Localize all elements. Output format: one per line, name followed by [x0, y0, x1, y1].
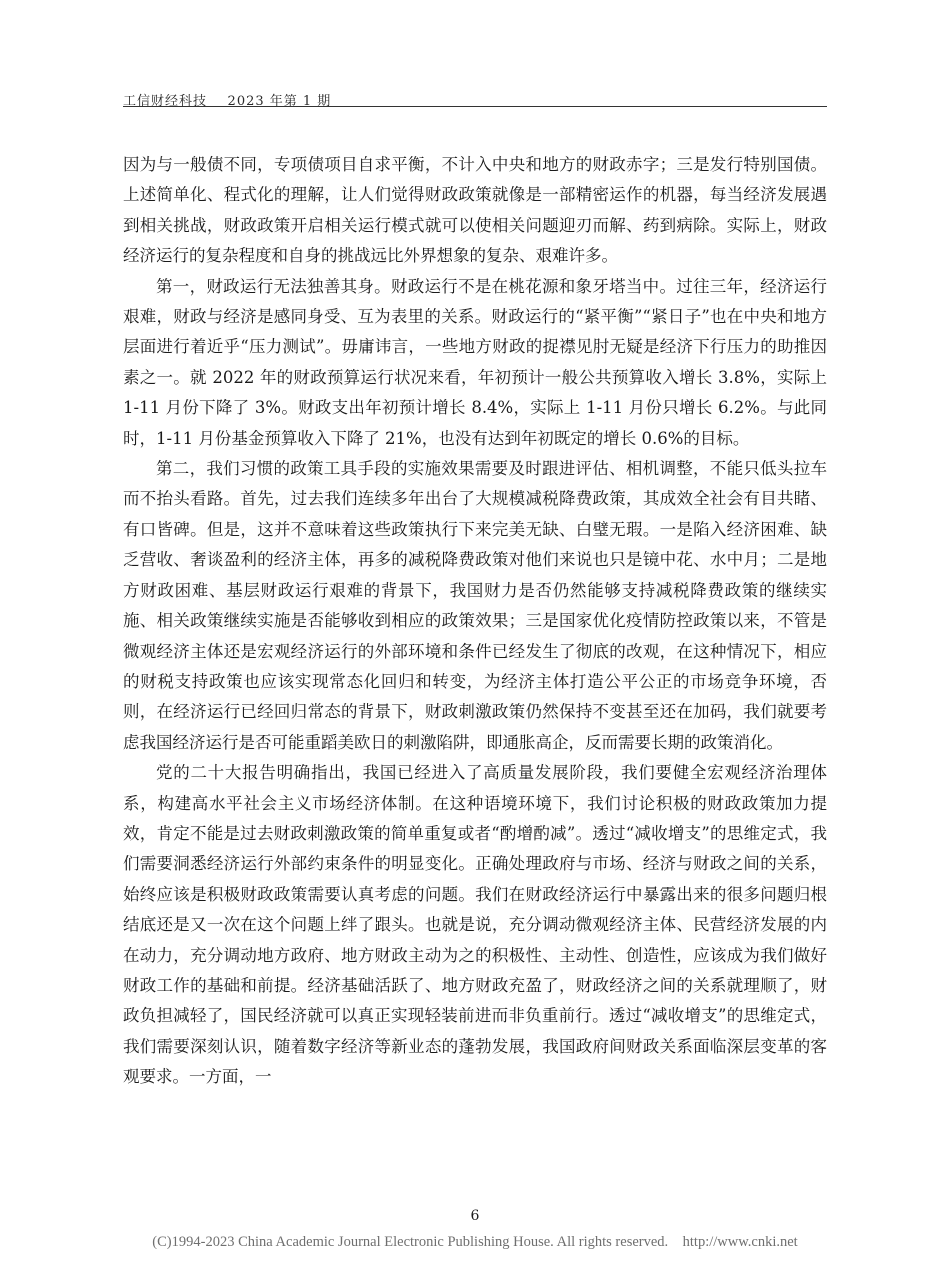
paragraph-twentieth-congress: 党的二十大报告明确指出，我国已经进入了高质量发展阶段，我们要健全宏观经济治理体系，构建高水平社会主义市场经济体制。在这种语境环境下，我们讨论积极的财政政策加力提效，肯定不能是过去财政刺激政策的简单重复或者“酌增酌减”。透过“减收增支”的思维定式，我们需要洞悉经济运行外部约束条件的明显变化。正确处理政府与市场、经济与财政之间的关系，始终应该是积极财政政策需要认真考虑的问题。我们在财政经济运行中暴露出来的很多问题归根结底还是又一次在这个问题上绊了跟头。也就是说，充分调动微观经济主体、民营经济发展的内在动力，充分调动地方政府、地方财政主动为之的积极性、主动性、创造性，应该成为我们做好财政工作的基础和前提。经济基础活跃了、地方财政充盈了，财政经济之间的关系就理顺了，财政负担减轻了，国民经济就可以真正实现轻装前进而非负重前行。透过“减收增支”的思维定式，我们需要深刻认识，随着数字经济等新业态的蓬勃发展，我国政府间财政关系面临深层变革的客观要求。一方面，一: [123, 763, 827, 1087]
paragraph-first-point: 第一，财政运行无法独善其身。财政运行不是在桃花源和象牙塔当中。过往三年，经济运行艰难，财政与经济是感同身受、互为表里的关系。财政运行的“紧平衡”“紧日子”也在中央和地方层面进行着近乎“压力测试”。毋庸讳言，一些地方财政的捉襟见肘无疑是经济下行压力的助推因素之一。就 2022 年的财政预算运行状况来看，年初预计一般公共预算收入增长 3.8%，实际上 1-11 月份下降了 3%。财政支出年初预计增长 8.4%，实际上 1-11 月份只增长 6.2%。与此同时，1-11 月份基金预算收入下降了 21%，也没有达到年初既定的增长 0.6%的目标。: [123, 276, 827, 448]
article-body: [123, 150, 827, 1093]
copyright-footer: (C)1994-2023 China Academic Journal Electronic Publishing House. All rights reserved. http://www.cnki.net: [152, 1234, 798, 1250]
page-number: 6: [470, 1208, 480, 1224]
header-divider: [123, 106, 827, 107]
paragraph-continuation: 因为与一般债不同，专项债项目自求平衡，不计入中央和地方的财政赤字；三是发行特别国债。上述简单化、程式化的理解，让人们觉得财政政策就像是一部精密运作的机器，每当经济发展遇到相关挑战，财政政策开启相关运行模式就可以使相关问题迎刃而解、药到病除。实际上，财政经济运行的复杂程度和自身的挑战远比外界想象的复杂、艰难许多。: [123, 155, 827, 266]
issue-label: 2023 年第 1 期: [227, 94, 332, 109]
paragraph-second-point: 第二，我们习惯的政策工具手段的实施效果需要及时跟进评估、相机调整，不能只低头拉车而不抬头看路。首先，过去我们连续多年出台了大规模减税降费政策，其成效全社会有目共睹、有口皆碑。但是，这并不意味着这些政策执行下来完美无缺、白璧无瑕。一是陷入经济困难、缺乏营收、奢谈盈利的经济主体，再多的减税降费政策对他们来说也只是镜中花、水中月；二是地方财政困难、基层财政运行艰难的背景下，我国财力是否仍然能够支持减税降费政策的继续实施、相关政策继续实施是否能够收到相应的政策效果；三是国家优化疫情防控政策以来，不管是微观经济主体还是宏观经济运行的外部环境和条件已经发生了彻底的改观，在这种情况下，相应的财税支持政策也应该实现常态化回归和转变，为经济主体打造公平公正的市场竞争环境，否则，在经济运行已经回归常态的背景下，财政刺激政策仍然保持不变甚至还在加码，我们就要考虑我国经济运行是否可能重蹈美欧日的刺激陷阱，即通胀高企，反而需要长期的政策消化。: [123, 459, 827, 752]
journal-name: 工信财经科技: [123, 94, 208, 109]
